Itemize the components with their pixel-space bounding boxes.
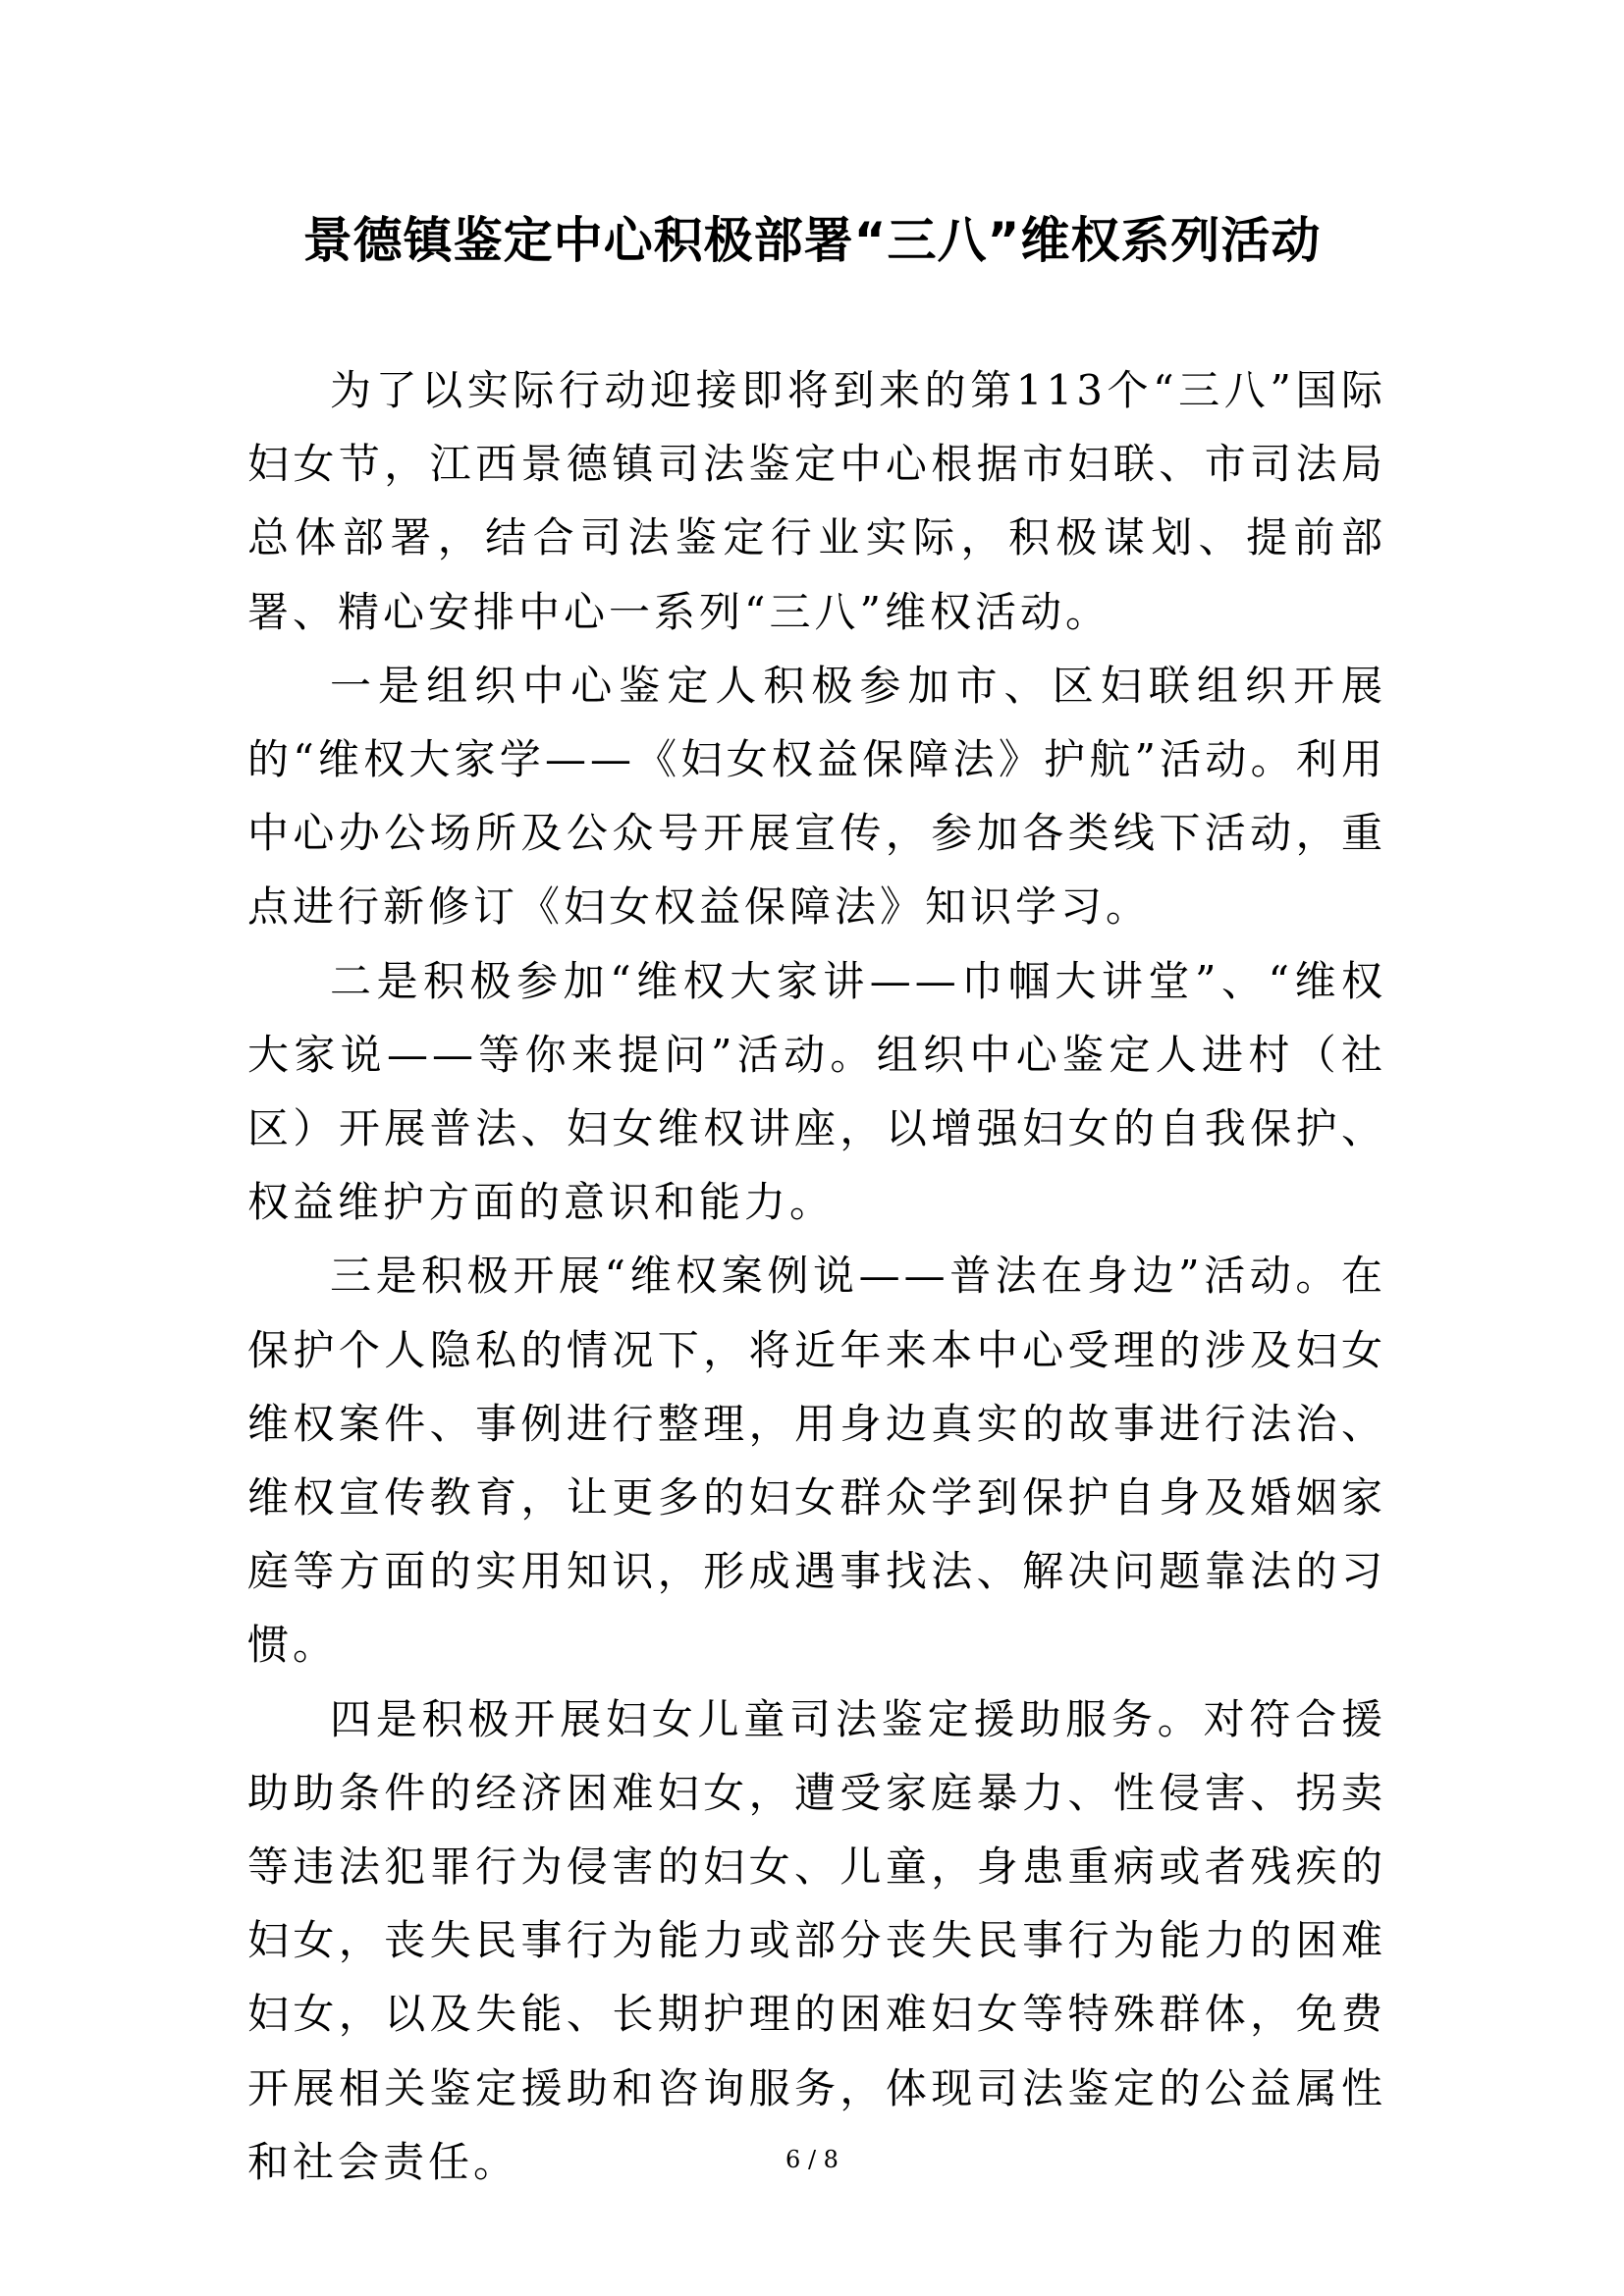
paragraph-point-four: 四是积极开展妇女儿童司法鉴定援助服务。对符合援助助条件的经济困难妇女，遭受家庭暴力、性侵害、拐卖等违法犯罪行为侵害的妇女、儿童，身患重病或者残疾的妇女，丧失民事行为能力或部分丧失民事行为能力的困难妇女，以及失能、长期护理的困难妇女等特殊群体，免费开展相关鉴定援助和咨询服务，体现司法鉴定的公益属性和社会责任。 [247,1694,1386,2186]
paragraph-intro: 为了以实际行动迎接即将到来的第113个“三八”国际妇女节，江西景德镇司法鉴定中心根据市妇联、市司法局总体部署，结合司法鉴定行业实际，积极谋划、提前部署、精心安排中心一系列“三八”维权活动。 [247,366,1386,636]
paragraph-point-one: 一是组织中心鉴定人积极参加市、区妇联组织开展的“维权大家学——《妇女权益保障法》护航”活动。利用中心办公场所及公众号开展宣传，参加各类线下活动，重点进行新修订《妇女权益保障法》知识学习。 [247,661,1386,932]
document-body [247,353,1386,2199]
paragraph-point-two: 二是积极参加“维权大家讲——巾帼大讲堂”、“维权大家说——等你来提问”活动。组织中心鉴定人进村（社区）开展普法、妇女维权讲座，以增强妇女的自我保护、权益维护方面的意识和能力。 [247,956,1386,1227]
page-number: 6 / 8 [785,2146,839,2173]
document-title: 景德镇鉴定中心积极部署“三八”维权系列活动 [302,212,1322,269]
paragraph-point-three: 三是积极开展“维权案例说——普法在身边”活动。在保护个人隐私的情况下，将近年来本中心受理的涉及妇女维权案件、事例进行整理，用身边真实的故事进行法治、维权宣传教育，让更多的妇女群众学到保护自身及婚姻家庭等方面的实用知识，形成遇事找法、解决问题靠法的习惯。 [247,1252,1386,1670]
